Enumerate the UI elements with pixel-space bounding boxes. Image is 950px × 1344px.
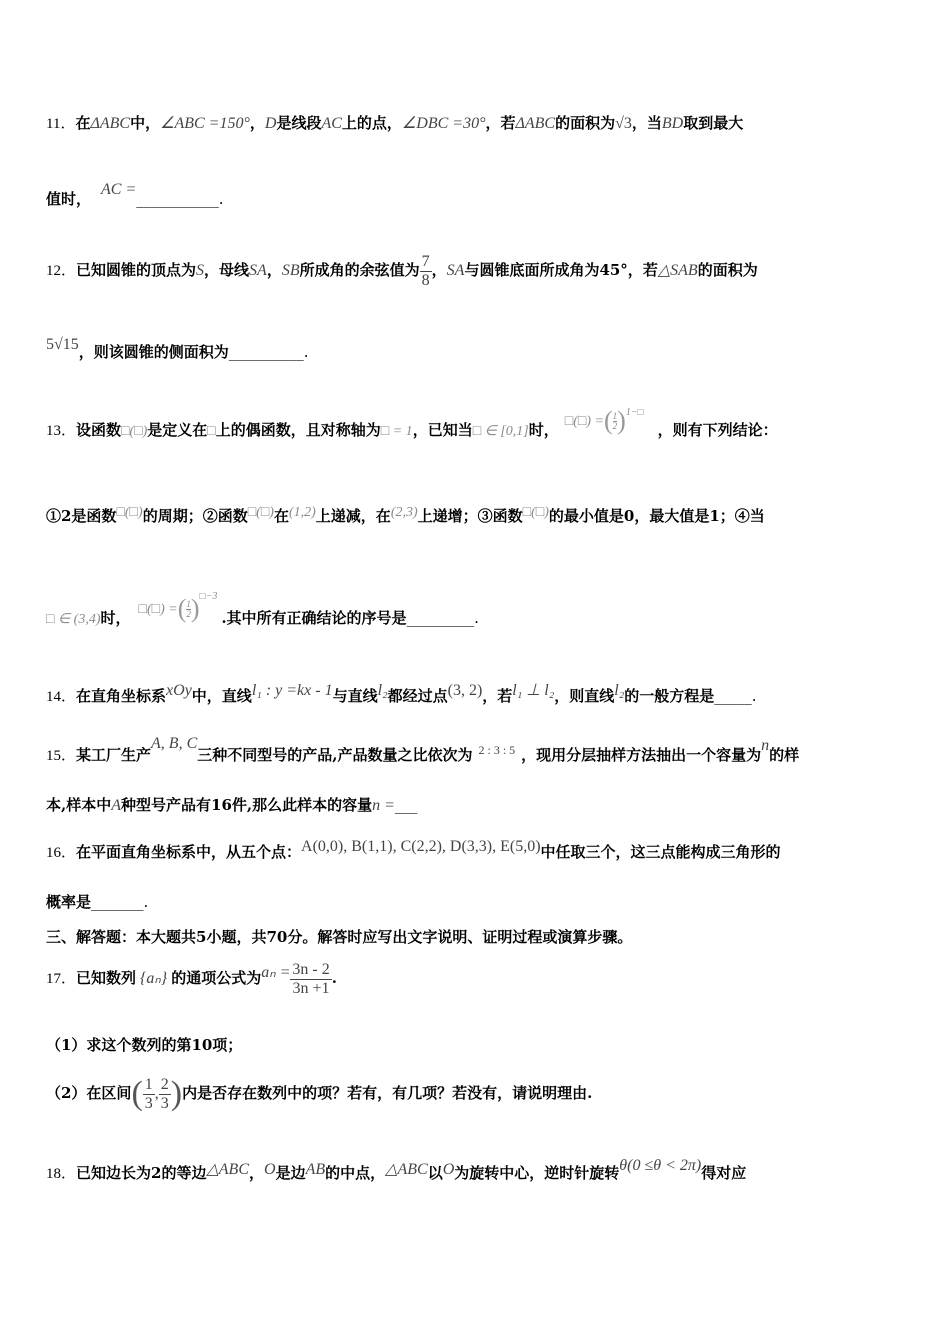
q18-line: 18．已知边长为2的等边△ABC，O是边AB的中点，△ABC以O为旋转中心，逆时针旋转θ(0 ≤θ < 2π)得对应 [46,1157,747,1182]
q11-line2: 值时，AC =___________. [46,181,224,208]
q17-part2: （2）在区间( $\frac{1}{3}$ , $\frac{2}{3}$ )内是否存在数列中的项？若有，有几项？若没有，请说明理由. [46,1075,593,1112]
q17-part1: （1）求这个数列的第10项； [46,1036,243,1054]
fraction: $\frac{2}{3}$ [160,1075,169,1112]
fraction: $\frac{3n - 2}{3n +1}$ [292,960,330,997]
q17-line1: 17．已知数列 {aₙ} 的通项公式为aₙ = $\frac{3n - 2}{3n +1}$ . [46,960,337,997]
q15-line2: 本,样本中A种型号产品有16件,那么此样本的容量n =___ [46,796,418,814]
answer-blank: _________. [406,609,479,627]
q12-line1: 12．已知圆锥的顶点为S，母线SA，SB所成角的余弦值为 $\frac{7}{8}$ ，SA与圆锥底面所成角为45°，若△SAB的面积为 [46,252,758,289]
fraction: $\frac{1}{2}$ [612,410,618,431]
q13-line1: 13．设函数□(□)是定义在□上的偶函数，且对称轴为□ = 1，已知当□ ∈ [0,1]时， □(□) =( $\frac{1}{2})^{1-□}$，则有下列结论： [46,406,778,439]
answer-blank: __________. [228,343,309,361]
answer-blank: _______. [91,893,149,911]
fraction: $\frac{1}{2}$ [186,598,191,619]
q16-line1: 16．在平面直角坐标系中，从五个点：A(0,0), B(1,1), C(2,2), D(3,3), E(5,0)中任取三个，这三点能构成三角形的 [46,838,781,861]
answer-blank: ___ [394,796,418,814]
section-heading: 三、解答题：本大题共5小题，共70分。解答时应写出文字说明、证明过程或演算步骤。 [46,928,633,946]
q12-line2: 5√15，则该圆锥的侧面积为__________. [46,336,309,361]
fraction: $\frac{7}{8}$ [421,252,430,289]
answer-blank: _____. [714,687,757,705]
q11-line1: 11．在ΔABC中，∠ABC =150°，D是线段AC上的点，∠DBC =30°，若ΔABC的面积为√3，当BD取到最大 [46,114,744,132]
q13-line3: □ ∈ (3,4)时， □(□) =( $\frac{1}{2})^{□-3}$.其中所有正确结论的序号是_________. [46,591,479,627]
answer-blank: ___________. [136,190,224,208]
q13-line2: ①2是函数□(□)的周期；②函数□(□)在(1,2)上递减，在(2,3)上递增；③函数□(□)的最小值是0，最大值是1；④当 [46,505,765,525]
q16-line2: 概率是_______. [46,893,149,911]
q14-line: 14．在直角坐标系xOy中，直线l₁ : y =kx - 1与直线l₂都经过点(3, 2)，若l₁ ⊥ l₂，则直线l₂的一般方程是_____. [46,682,757,705]
fraction: $\frac{1}{3}$ [144,1075,153,1112]
q15-line1: 15．某工厂生产A, B, C三种不同型号的产品,产品数量之比依次为 $^{2 : 3 : 5}$ ，现用分层抽样方法抽出一个容量为n的样 [46,735,800,764]
